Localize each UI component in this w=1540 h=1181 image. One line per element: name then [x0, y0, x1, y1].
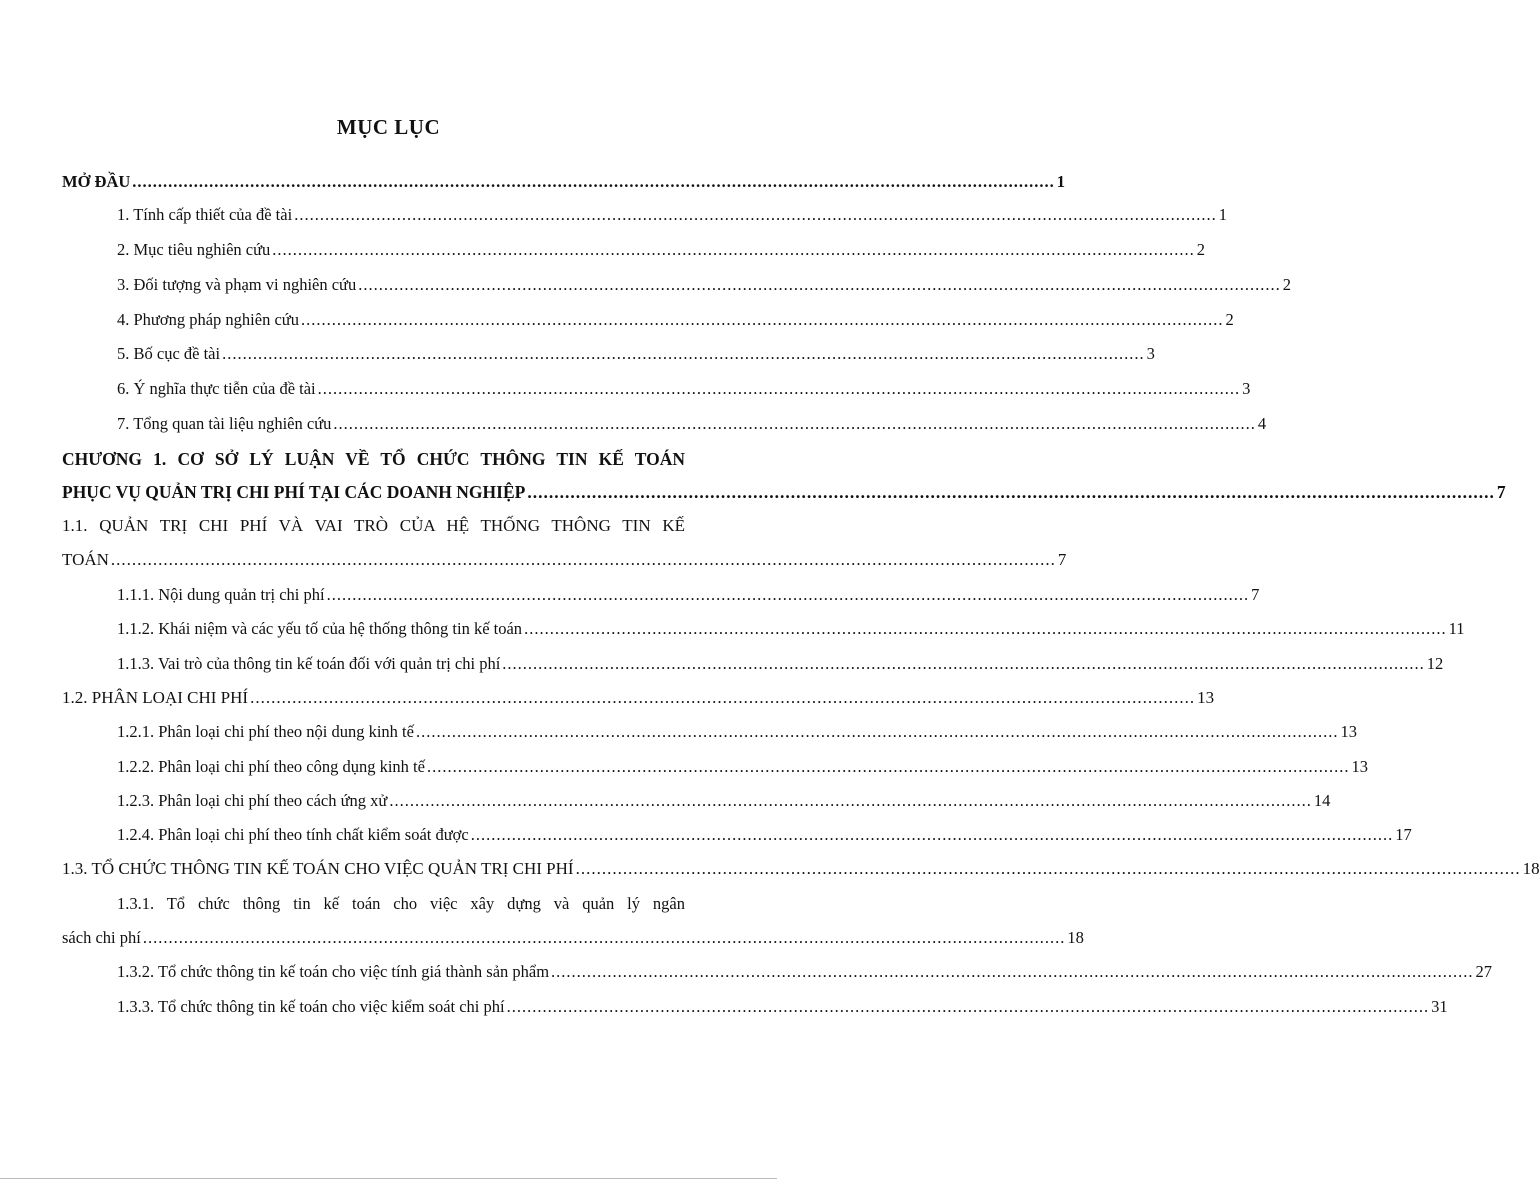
toc-entry-label: 3. Đối tượng và phạm vi nghiên cứu	[117, 275, 357, 294]
toc-entry-intro-5[interactable]	[117, 344, 1155, 364]
toc-leader-dots: ....................................................................................................................................................................................	[222, 344, 1145, 363]
toc-leader-dots: ....................................................................................................................................................................................	[524, 619, 1447, 638]
toc-entry-intro-1[interactable]	[117, 205, 1227, 225]
toc-leader-dots: ....................................................................................................................................................................................	[300, 310, 1224, 329]
toc-leader-dots: ....................................................................................................................................................................................	[502, 654, 1425, 673]
toc-leader-dots: ....................................................................................................................................................................................	[415, 722, 1339, 741]
toc-entry-page: 3	[1242, 379, 1251, 398]
toc-leader-dots: ....................................................................................................................................................................................	[389, 791, 1312, 810]
toc-entry-label: 1.1.1. Nội dung quản trị chi phí	[117, 585, 325, 604]
toc-entry-section-1-3[interactable]	[62, 859, 1540, 879]
toc-entry-mo-dau[interactable]	[62, 172, 1066, 192]
toc-entry-1-3-3[interactable]	[117, 997, 1448, 1017]
toc-entry-label: 1.2.3. Phân loại chi phí theo cách ứng xử	[117, 791, 388, 810]
toc-entry-page: 17	[1395, 825, 1412, 844]
toc-entry-page: 2	[1282, 275, 1291, 294]
toc-entry-page: 7	[1057, 550, 1067, 569]
toc-entry-intro-6[interactable]	[117, 379, 1251, 399]
toc-leader-dots: ....................................................................................................................................................................................	[506, 997, 1430, 1016]
toc-entry-label: MỞ ĐẦU	[62, 172, 131, 191]
toc-entry-section-1-2[interactable]	[62, 688, 1215, 708]
toc-entry-label: 1.2.1. Phân loại chi phí theo nội dung kinh tế	[117, 722, 414, 741]
toc-entry-page: 2	[1225, 310, 1234, 329]
toc-entry-1-3-1[interactable]	[62, 928, 1084, 948]
toc-entry-label: 6. Ý nghĩa thực tiễn của đề tài	[117, 379, 316, 398]
toc-entry-1-3-1-line1[interactable]: 1.3.1. Tổ chức thông tin kế toán cho việc xây dựng và quản lý ngân	[117, 894, 685, 913]
toc-entry-label: 1.3. TỔ CHỨC THÔNG TIN KẾ TOÁN CHO VIỆC QUẢN TRỊ CHI PHÍ	[62, 859, 574, 878]
toc-entry-label: PHỤC VỤ QUẢN TRỊ CHI PHÍ TẠI CÁC DOANH NGHIỆP	[62, 482, 526, 502]
toc-entry-page: 18	[1522, 859, 1540, 878]
toc-section-1-1-line1[interactable]: 1.1. QUẢN TRỊ CHI PHÍ VÀ VAI TRÒ CỦA HỆ THỐNG THÔNG TIN KẾ	[62, 516, 685, 535]
toc-leader-dots: ....................................................................................................................................................................................	[358, 275, 1281, 294]
page-title: MỤC LỤC	[336, 115, 441, 139]
toc-entry-1-2-3[interactable]	[117, 791, 1331, 811]
toc-entry-page: 14	[1313, 791, 1331, 810]
toc-entry-1-1-1[interactable]	[117, 585, 1260, 605]
toc-entry-page: 11	[1448, 619, 1465, 638]
toc-entry-page: 7	[1251, 585, 1260, 604]
toc-entry-page: 13	[1351, 757, 1368, 776]
toc-entry-page: 3	[1146, 344, 1155, 363]
toc-entry-label: 4. Phương pháp nghiên cứu	[117, 310, 299, 329]
toc-entry-label: 2. Mục tiêu nghiên cứu	[117, 240, 271, 259]
toc-entry-page: 2	[1196, 240, 1206, 259]
toc-entry-page: 12	[1426, 654, 1444, 673]
toc-leader-dots: ....................................................................................................................................................................................	[250, 688, 1196, 707]
toc-entry-page: 18	[1067, 928, 1084, 947]
toc-leader-dots: ....................................................................................................................................................................................	[333, 414, 1256, 433]
toc-entry-intro-4[interactable]	[117, 310, 1234, 330]
toc-entry-page: 7	[1496, 482, 1506, 502]
toc-leader-dots: ....................................................................................................................................................................................	[132, 172, 1055, 191]
toc-leader-dots: ....................................................................................................................................................................................	[470, 825, 1394, 844]
toc-leader-dots: ....................................................................................................................................................................................	[317, 379, 1241, 398]
toc-entry-label: 1.1.2. Khái niệm và các yếu tố của hệ thống thông tin kế toán	[117, 619, 523, 638]
toc-entry-page: 1	[1056, 172, 1066, 191]
toc-entry-label: 1.3.2. Tổ chức thông tin kế toán cho việc tính giá thành sản phẩm	[117, 962, 550, 981]
toc-entry-label: sách chi phí	[62, 928, 141, 947]
toc-entry-page: 1	[1218, 205, 1227, 224]
toc-leader-dots: ....................................................................................................................................................................................	[142, 928, 1066, 947]
toc-entry-page: 27	[1475, 962, 1493, 981]
toc-entry-label: 1. Tính cấp thiết của đề tài	[117, 205, 293, 224]
toc-entry-label: 5. Bố cục đề tài	[117, 344, 221, 363]
toc-entry-label: 1.2.2. Phân loại chi phí theo công dụng kinh tế	[117, 757, 425, 776]
toc-entry-label: 1.2. PHÂN LOẠI CHI PHÍ	[62, 688, 249, 707]
toc-entry-label: TOÁN	[62, 550, 109, 569]
toc-entry-label: 1.3.3. Tổ chức thông tin kế toán cho việc kiểm soát chi phí	[117, 997, 505, 1016]
toc-leader-dots: ....................................................................................................................................................................................	[426, 757, 1350, 776]
toc-leader-dots: ....................................................................................................................................................................................	[575, 859, 1521, 878]
toc-entry-1-2-1[interactable]	[117, 722, 1357, 742]
toc-entry-label: 1.1.3. Vai trò của thông tin kế toán đối với quản trị chi phí	[117, 654, 501, 673]
toc-leader-dots: ....................................................................................................................................................................................	[527, 482, 1495, 502]
toc-entry-1-3-2[interactable]	[117, 962, 1493, 982]
toc-entry-label: 7. Tổng quan tài liệu nghiên cứu	[117, 414, 332, 433]
toc-entry-intro-7[interactable]	[117, 414, 1267, 434]
toc-entry-page: 13	[1197, 688, 1215, 707]
toc-entry-1-1-2[interactable]	[117, 619, 1465, 639]
toc-entry-1-1-3[interactable]	[117, 654, 1444, 674]
toc-entry-intro-2[interactable]	[117, 240, 1206, 260]
toc-chapter-1-line1[interactable]: CHƯƠNG 1. CƠ SỞ LÝ LUẬN VỀ TỔ CHỨC THÔNG TIN KẾ TOÁN	[62, 449, 685, 469]
toc-leader-dots: ....................................................................................................................................................................................	[326, 585, 1250, 604]
toc-leader-dots: ....................................................................................................................................................................................	[272, 240, 1195, 259]
toc-entry-intro-3[interactable]	[117, 275, 1291, 295]
toc-entry-1-2-2[interactable]	[117, 757, 1368, 777]
toc-leader-dots: ....................................................................................................................................................................................	[110, 550, 1056, 569]
toc-entry-label: 1.2.4. Phân loại chi phí theo tính chất kiểm soát được	[117, 825, 469, 844]
toc-leader-dots: ....................................................................................................................................................................................	[551, 962, 1474, 981]
toc-entry-page: 13	[1340, 722, 1357, 741]
page-bottom-border	[0, 1178, 777, 1179]
toc-entry-page: 4	[1257, 414, 1267, 433]
toc-entry-section-1-1[interactable]	[62, 550, 1067, 570]
toc-entry-page: 31	[1431, 997, 1448, 1016]
toc-entry-1-2-4[interactable]	[117, 825, 1412, 845]
toc-entry-chapter-1[interactable]	[62, 482, 1506, 502]
toc-leader-dots: ....................................................................................................................................................................................	[294, 205, 1217, 224]
